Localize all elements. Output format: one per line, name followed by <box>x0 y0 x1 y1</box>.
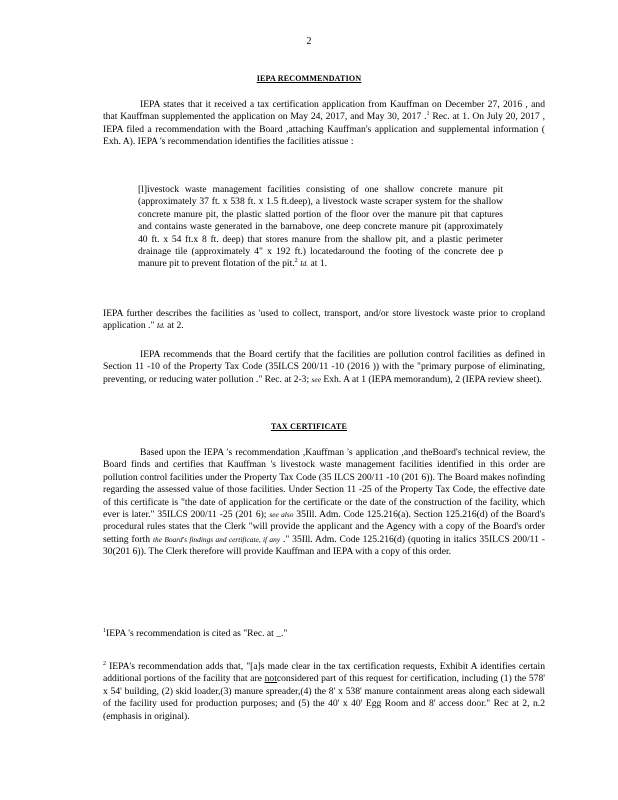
emphasis-not: not <box>264 673 277 685</box>
footnote-text: IEPA's recommendation adds that, "[a]s made clear in the tax certification requests, Exhibit A identifies certain additional portions of the facility that are <box>103 661 545 685</box>
quote-text: [l]ivestock waste management facilities consisting of one shallow concrete manure pit (approximately 37 ft. x 538 ft. x 1.5 ft.deep), a livestock waste scraper system for the shallow concrete manure pit, the plastic slatted portion of the floor over the manure pit that captures and contains waste generated in the barnabove, one deep concrete manure pit (approximately 40 ft. x 54 ft.x 8 ft. deep) that stores manure from the shallow pit, and a plastic perimeter drainage tile (approximately 4" x 192 ft.) locatedaround the footing of the concrete dee p manure pit to prevent flotation of the pit. <box>138 184 503 270</box>
italic-quote: the Board's findings and certificate, if any <box>152 534 281 544</box>
iepa-recommendation-heading-text: IEPA RECOMMENDATION <box>256 74 362 83</box>
signal-see-also: see also <box>269 510 294 520</box>
iepa-recommendation-heading <box>0 73 618 85</box>
footnote-mark-1: 1 <box>103 627 106 634</box>
footnote-mark-2: 2 <box>103 660 106 667</box>
paragraph-board-certifies <box>103 447 545 559</box>
page-number: 2 <box>306 36 312 47</box>
signal-see: see <box>311 374 321 384</box>
footnote-text: considered part of this request for certification, including (1) the 578' x 54' building, (2) skid loader,(3) manure spreader,(4) the 8' x 538' manure containment areas along each sidewall of the facility used for production purposes; and (5) the 40' x 40' Egg Room and 8' access door." Rec at 2, n.2 (emphasis in original). <box>103 673 545 722</box>
footnote-ref-1: 1 <box>426 111 430 118</box>
paragraph-iepa-describes <box>103 308 545 333</box>
footnote-2 <box>103 661 545 723</box>
paragraph-text: IEPA states that it received a tax certification application from Kauffman on December 27, 2016 , and that Kauffman supplemented the application on May 24, 2017, and May 30, 2017 . <box>103 99 545 123</box>
paragraph-text: IEPA recommends that the Board certify that the facilities are pollution control facilities as defined in Section 11 -10 of the Property Tax Code (35ILCS 200/11 -10 (2016 )) with the "primary purpose of eliminating, preventing, or reducing water pollution ." Rec. at 2-3; <box>103 349 545 385</box>
paragraph-iepa-application <box>103 99 545 149</box>
citation-rest: at 2. <box>164 320 184 332</box>
block-quote-facilities <box>138 184 503 271</box>
paragraph-text: 35Ill. Adm. Code 125.216(a). Section 125.216(d) of the Board's procedural rules states that the Clerk "will provide the applicant and the Agency with a copy of the Board's order setting forth <box>103 509 546 545</box>
tax-certificate-heading <box>0 421 618 433</box>
tax-certificate-heading-text: TAX CERTIFICATE <box>271 422 347 431</box>
paragraph-text: IEPA further describes the facilities as 'used to collect, transport, and/or store livestock waste prior to cropland application ." <box>103 308 545 332</box>
footnote-1 <box>103 628 545 640</box>
paragraph-text: ." 35Ill. Adm. Code 125.216(d) (quoting in italics 35ILCS 200/11 - 30(201 6)). The Clerk therefore will provide Kauffman and IEPA with a copy of this order. <box>103 533 545 558</box>
paragraph-text: Exh. A at 1 (IEPA memorandum), 2 (IEPA review sheet). <box>320 373 542 385</box>
footnote-text: IEPA 's recommendation is cited as "Rec. at _." <box>106 628 288 639</box>
citation-id: Id. <box>300 259 309 269</box>
paragraph-text: Rec. at 1. On July 20, 2017 , IEPA filed a recommendation with the Board ,attaching Kauffman's application and supplemental information ( Exh. A). IEPA 's recommendation identifies the facilities atissue : <box>103 111 545 148</box>
citation-id: Id. <box>156 321 165 331</box>
paragraph-iepa-recommends <box>103 349 545 386</box>
citation-rest: at 1. <box>308 258 328 270</box>
paragraph-text: Based upon the IEPA 's recommendation ,Kauffman 's application ,and theBoard's technical review, the Board finds and certifies that Kauffman 's livestock waste management facilities identified in this order are pollution control facilities under the Property Tax Code (35 ILCS 200/11 -10 (201 6)). The Board makes nofinding regarding the assessed value of those facilities. Under Section 11 -25 of the Property Tax Code, the effective date of this certificate is "the date of application for the certificate or the date of the construction of the facility, which ever is later." 35ILCS 200/11 -25 (201 6); <box>103 447 545 521</box>
footnote-ref-2: 2 <box>294 258 298 265</box>
